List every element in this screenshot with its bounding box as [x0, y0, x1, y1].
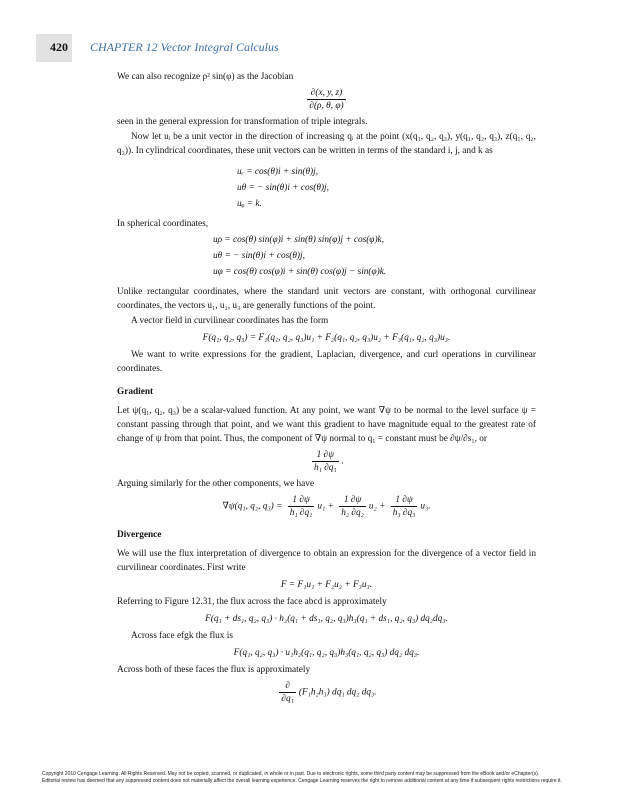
- fraction-numerator: ∂: [279, 680, 295, 693]
- fraction-numerator: 1 ∂ψ: [391, 494, 418, 507]
- equation-sph-rho: uρ = cos(θ) sin(φ)i + sin(θ) sin(φ)j + cos(φ)k,: [213, 235, 384, 245]
- gradient-term-vector: u₁ +: [317, 501, 334, 512]
- fraction: [288, 494, 315, 519]
- equation-gradient-component: $\frac{1 \partial\psi}{\text{h₁ ∂q₁}}$ .: [313, 450, 344, 473]
- paragraph: Arguing similarly for the other components, we have: [117, 479, 315, 489]
- equation-flux-abcd: F(q₁ + ds₁, q₂, q₃) · h₂(q₁ + ds₁, q₂, q₃)h₃(q₁ + ds₁, q₂, q₃) dq₂dq₃.: [205, 614, 448, 624]
- equation-vector-field-short: F = F₁u₁ + F₂u₂ + F₃u₃.: [280, 580, 373, 590]
- footer-line: Editorial review has deemed that any suppressed content does not materially affect the overall learning experience. Cengage Learning reserves the right to remove additional content at any time if subsequent rights restrictions require it.: [42, 778, 562, 784]
- copyright-footer: [42, 771, 582, 785]
- equation-flux-both: [117, 680, 536, 705]
- fraction: [307, 87, 345, 112]
- paragraph: Let ψ(q₁, q₂, q₃) be a scalar-valued function. At any point, we want ∇ψ to be normal to the level surface ψ = constant passing through that point, and we want this gradient to have magnitude equal to the greatest rate of change of ψ from that point. Thus, the component of ∇ψ normal to q₁ = constant must be ∂ψ/∂s₁, or: [117, 406, 536, 444]
- paragraph: Across face efgk the flux is: [131, 631, 233, 641]
- paragraph: A vector field in curvilinear coordinates has the form: [131, 316, 329, 326]
- fraction-denominator: h₂ ∂q₂: [341, 508, 364, 518]
- equation-gradient: [117, 494, 536, 519]
- fraction-denominator: h₁ ∂q₁: [289, 508, 313, 518]
- fraction: [391, 494, 418, 519]
- equation-cyl-r: uᵣ = cos(θ)i + sin(θ)j,: [237, 167, 319, 177]
- page-body: [117, 70, 536, 708]
- paragraph: We want to write expressions for the gradient, Laplacian, divergence, and curl operations in curvilinear coordinates.: [117, 350, 536, 374]
- paragraph: Unlike rectangular coordinates, where the standard unit vectors are constant, with orthogonal curvilinear coordinates, the vectors u₁, u₂, u₃ are generally functions of the point.: [117, 287, 536, 311]
- flux-expression: (F₁h₂h₃) dq₁ dq₂ dq₃.: [298, 687, 377, 698]
- gradient-term-vector: u₂ +: [368, 501, 386, 512]
- fraction-denominator: h₁ ∂q₁: [313, 463, 337, 473]
- fraction: [279, 680, 295, 705]
- paragraph: In spherical coordinates,: [117, 219, 209, 229]
- fraction-numerator: 1 ∂ψ: [288, 494, 315, 507]
- equation-sph-phi: uφ = cos(θ) cos(φ)i + sin(θ) cos(φ)j − sin(φ)k.: [213, 267, 387, 277]
- fraction: [339, 494, 366, 519]
- page-number: 420: [50, 40, 68, 54]
- fraction-denominator: ∂q₁: [281, 694, 294, 704]
- fraction: [312, 449, 339, 474]
- equation-sph-theta: uθ = − sin(θ)i + cos(θ)j,: [213, 251, 305, 261]
- paragraph: We will use the flux interpretation of divergence to obtain an expression for the divergence of a vector field in curvilinear coordinates. First write: [117, 549, 536, 573]
- equation-jacobian: [117, 87, 536, 112]
- fraction-numerator: 1 ∂ψ: [339, 494, 366, 507]
- fraction-denominator: h₃ ∂q₃: [392, 508, 416, 518]
- section-heading-gradient: Gradient: [117, 387, 154, 397]
- chapter-title: CHAPTER 12 Vector Integral Calculus: [90, 40, 279, 54]
- equation-flux-efgk: F(q₁, q₂, q₃) · u₁h₂(q₁, q₂, q₃)h₃(q₁, q₂, q₃) dq₂ dq₃.: [233, 648, 420, 658]
- fraction-numerator: 1 ∂ψ: [312, 449, 339, 462]
- equation-vector-field: F(q₁, q₂, q₃) = F₁(q₁, q₂, q₃)u₁ + F₂(q₁, q₂, q₃)u₂ + F₃(q₁, q₂, q₃)u₃.: [202, 333, 451, 343]
- page-header: [0, 34, 622, 62]
- paragraph: Referring to Figure 12.31, the flux across the face abcd is approximately: [117, 597, 387, 607]
- gradient-term-vector: u₃.: [420, 501, 431, 512]
- gradient-lhs: ∇ψ(q₁, q₂, q₃) =: [222, 501, 283, 512]
- fraction-denominator: ∂(ρ, θ, φ): [309, 101, 344, 111]
- paragraph: Now let uᵢ be a unit vector in the direction of increasing qᵢ at the point (x(q₁, q₂, q₃), y(q₁, q₂, q₃), z(q₁, q₂, q₃)). In cylindrical coordinates, these unit vectors can be written in terms of the standard i, j, and k as: [117, 132, 536, 156]
- equation-cyl-theta: uθ = − sin(θ)i + cos(θ)j,: [237, 183, 329, 193]
- paragraph: Across both of these faces the flux is approximately: [117, 665, 311, 675]
- paragraph: seen in the general expression for transformation of triple integrals.: [117, 117, 368, 127]
- equation-cyl-z: uᵩ = k.: [237, 199, 262, 209]
- fraction-numerator: ∂(x, y, z): [307, 87, 345, 100]
- section-heading-divergence: Divergence: [117, 530, 162, 540]
- footer-line: Copyright 2010 Cengage Learning. All Rights Reserved. May not be copied, scanned, or duplicated, in whole or in part. Due to electronic rights, some third party content may be suppressed from the eBook and/or eChapter(s).: [42, 771, 540, 777]
- paragraph: We can also recognize ρ² sin(φ) as the Jacobian: [117, 72, 294, 82]
